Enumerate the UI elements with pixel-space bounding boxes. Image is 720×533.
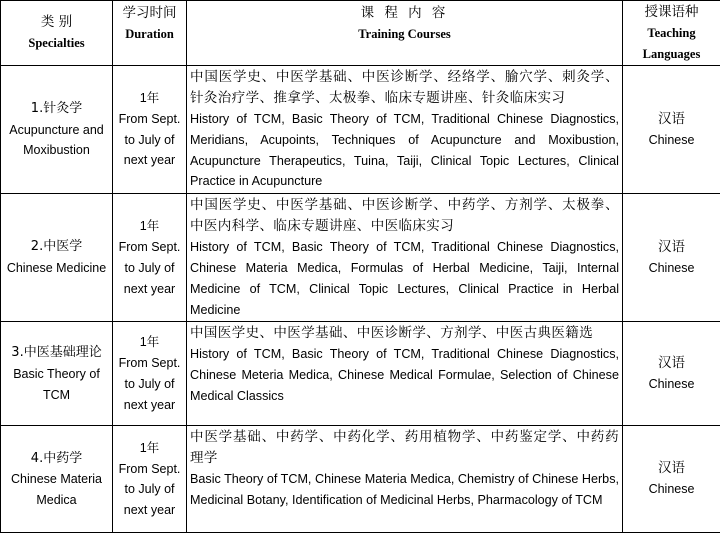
specialty-en: Basic Theory of TCM [13, 367, 100, 402]
header-languages-en-1: Teaching [625, 23, 718, 44]
specialty-en: Chinese Materia Medica [11, 472, 102, 507]
duration-en: From Sept. to July of next year [119, 240, 181, 296]
courses-en: History of TCM, Basic Theory of TCM, Traditional Chinese Diagnostics, Chinese Meteria Medica, Chinese Medical Formulae, Selection of Chinese Medical Classics [190, 344, 619, 406]
table-row [1, 194, 720, 322]
courses-cn: 中医学基础、中药学、中药化学、药用植物学、中药鉴定学、中药药理学 [190, 427, 619, 469]
language-en: Chinese [649, 133, 695, 147]
language-en: Chinese [649, 482, 695, 496]
header-duration [113, 1, 187, 66]
table-row [1, 322, 720, 426]
header-specialties-en: Specialties [3, 33, 110, 54]
language-en: Chinese [649, 261, 695, 275]
courses-cell [187, 66, 623, 194]
duration-en: From Sept. to July of next year [119, 356, 181, 412]
duration-cell [113, 194, 187, 322]
header-specialties [1, 1, 113, 66]
duration-cell [113, 66, 187, 194]
specialty-en: Acupuncture and Moxibustion [9, 123, 104, 158]
header-courses-cn: 课 程 内 容 [189, 3, 620, 24]
specialty-cell [1, 322, 113, 426]
language-cell [623, 322, 720, 426]
header-languages-en-2: Languages [625, 44, 718, 65]
specialty-cn: 2.中医学 [31, 239, 82, 254]
header-languages-cn: 授课语种 [625, 2, 718, 23]
duration-cell [113, 322, 187, 426]
header-duration-cn: 学习时间 [115, 3, 184, 24]
specialty-cell [1, 426, 113, 533]
language-cn: 汉语 [625, 458, 718, 479]
duration-cn: 1年 [140, 91, 159, 105]
specialty-cell [1, 66, 113, 194]
courses-cn: 中国医学史、中医学基础、中医诊断学、中药学、方剂学、太极拳、中医内科学、临床专题讲座、中医临床实习 [190, 195, 619, 237]
courses-cn: 中国医学史、中医学基础、中医诊断学、方剂学、中医古典医籍选 [190, 323, 619, 344]
table-row [1, 66, 720, 194]
courses-cn: 中国医学史、中医学基础、中医诊断学、经络学、腧穴学、刺灸学、针灸治疗学、推拿学、太极拳、临床专题讲座、针灸临床实习 [190, 67, 619, 109]
specialty-cell [1, 194, 113, 322]
specialty-cn: 1.针灸学 [31, 101, 82, 116]
specialty-en: Chinese Medicine [7, 261, 106, 275]
language-cn: 汉语 [625, 237, 718, 258]
language-cell [623, 426, 720, 533]
duration-cell [113, 426, 187, 533]
header-courses-en: Training Courses [189, 24, 620, 45]
courses-en: Basic Theory of TCM, Chinese Materia Medica, Chemistry of Chinese Herbs, Medicinal Botany, Identification of Medicinal Herbs, Pharmacology of TCM [190, 469, 619, 511]
header-duration-en: Duration [115, 24, 184, 45]
language-cn: 汉语 [625, 109, 718, 130]
duration-en: From Sept. to July of next year [119, 112, 181, 168]
duration-cn: 1年 [140, 335, 159, 349]
duration-cn: 1年 [140, 219, 159, 233]
table-row [1, 426, 720, 533]
courses-en: History of TCM, Basic Theory of TCM, Traditional Chinese Diagnostics, Chinese Materia Medica, Formulas of Herbal Medicine, Taiji, Internal Medicine of TCM, Clinical Topic Lectures, Clinical Practice in Herbal Medicine [190, 237, 619, 320]
header-row [1, 1, 720, 66]
header-languages [623, 1, 720, 66]
courses-cell [187, 322, 623, 426]
duration-en: From Sept. to July of next year [119, 462, 181, 518]
specialty-cn: 3.中医基础理论 [11, 345, 101, 360]
specialty-cn: 4.中药学 [31, 451, 82, 466]
language-cell [623, 66, 720, 194]
language-cell [623, 194, 720, 322]
header-specialties-cn: 类 别 [3, 12, 110, 33]
language-cn: 汉语 [625, 353, 718, 374]
courses-cell [187, 426, 623, 533]
duration-cn: 1年 [140, 441, 159, 455]
courses-cell [187, 194, 623, 322]
header-courses [187, 1, 623, 66]
courses-en: History of TCM, Basic Theory of TCM, Traditional Chinese Diagnostics, Meridians, Acupoints, Techniques of Acupuncture and Moxibustion, Acupuncture Therapeutics, Tuina, Taiji, Clinical Topic Lectures, Clinical Practice in Acupuncture [190, 109, 619, 192]
language-en: Chinese [649, 377, 695, 391]
